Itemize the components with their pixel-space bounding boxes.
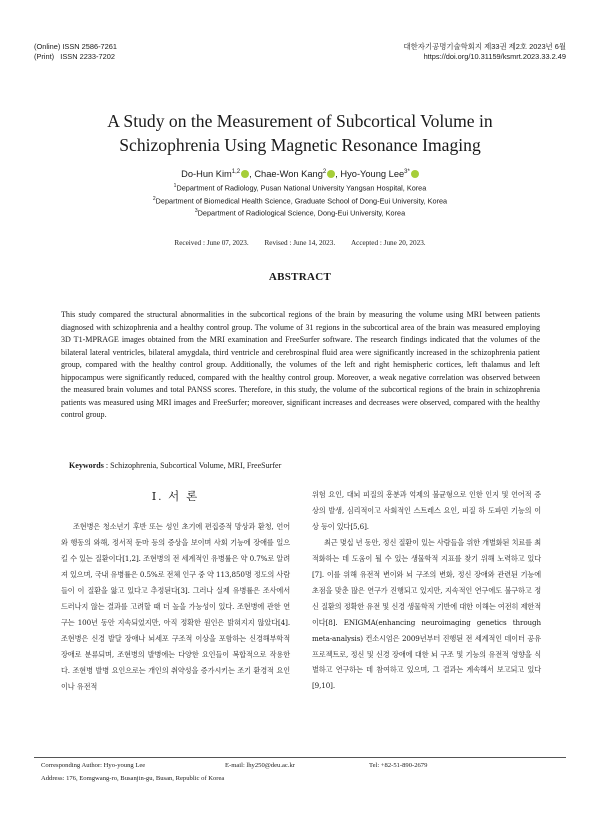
affiliation-sup: 3 [194,208,198,215]
affiliation [40,194,560,207]
journal-info-block [404,42,566,62]
keywords [69,461,281,470]
footer-divider [34,757,566,758]
author-name: Do-Hun Kim [181,169,232,180]
submission-dates [40,239,560,247]
paragraph: 위험 요인, 대뇌 피질의 흥분과 억제의 불균형으로 인한 인지 및 언어적 증상의 발생, 심리적이고 사회적인 스트레스 요인, 피질 하 도파민 기능의 이상 등이 있다[5,6]. [312,490,541,531]
author-email[interactable]: E-mail: lhy250@deu.ac.kr [225,762,295,769]
issn-print: (Print) ISSN 2233-7202 [34,52,115,61]
keywords-label: Keywords [69,461,104,470]
affiliation-text: Department of Radiological Science, Dong-Eui University, Korea [197,208,406,218]
abstract-heading: ABSTRACT [268,271,332,283]
paper-title [40,109,560,157]
revised-date: Revised : June 14, 2023. [264,239,336,247]
paragraph: 최근 몇십 년 동안, 정신 질환이 있는 사람들을 위한 개별화된 치료를 최적화하는 데 도움이 될 수 있는 생물학적 지표를 찾기 위해 노력하고 있다[7]. 이를 위해 유전적 변이와 뇌 구조의 변화, 정신 장애와 관련된 기능에 초점을 맞춘 많은 연구가 진행되고 있지만, 지속적인 연구에도 불구하고 정신 질환의 정확한 유전 및 신경 생물학적 기반에 대한 이해는 여전히 제한적이다[8]. ENIGMA(enhancing neuroimaging genetics through meta-analysis) 컨소시엄은 2009년부터 진행된 전 세계적인 데이터 공유 프로젝트로, 정신 및 신경 장애에 대한 뇌 구조 및 기능의 유전적 영향을 식별하고 연구하는 데 참여하고 있으며, 그 결과는 계속해서 보고되고 있다[9,10]. [312,537,541,691]
affiliation [40,206,560,219]
abstract-text: This study compared the structural abnormalities in the subcortical regions of the brain by measuring the volume using MRI between patients diagnosed with schizophrenia and a healthy control group. The volume of 31 regions in the subcortical area of the brain was measured employing 3D T1-MPRAGE images obtained from the MRI examination and FreeSurfer software. The research findings indicated that the volumes of the bilateral lateral ventricles, bilateral amygdala, third ventricle and cerebrospinal fluid area were significantly increased in the schizophrenia patient group, compared with the healthy control group. Additionally, the volumes of the left and right hemispheric cortices, left thalamus and left hippocampus were significantly reduced, compared with the healthy control group. Moreover, a weak negative correlation was observed between the measured brain volumes and total PANSS scores. Therefore, in this study, the volume of the subcortical regions of the brain in schizophrenia patients was measured using MRI images and FreeSurfer; moreover, significant increases and decreases were observed, compared with the healthy control group. [61,310,540,420]
body-column-right [312,487,541,694]
body-column-left [61,519,290,694]
affiliation-sup: 1 [173,183,177,189]
affiliation [40,181,560,194]
affiliation-text: Department of Radiology, Pusan National University Yangsan Hospital, Korea [176,183,427,193]
corresponding-author: Corresponding Author: Hyo-young Lee [41,762,146,769]
affiliation-sup: 2 [152,195,156,202]
author-address: Address: 176, Eomgwang-ro, Busanjin-gu, Busan, Republic of Korea [41,775,225,782]
author-tel: Tel: +82-51-890-2679 [369,762,428,769]
affiliation-text: Department of Biomedical Health Science, Graduate School of Dong-Eui University, Korea [155,196,448,206]
paragraph: 조현병은 청소년기 후반 또는 성인 초기에 편집증적 망상과 환청, 언어와 행동의 와해, 정서적 둔마 등의 증상을 보이며 사회 기능에 장애를 일으킬 수 있는 질환이다[1,2]. 조현병의 전 세계적인 유병률은 약 0.7%로 알려져 있으며, 국내 유병률은 0.5%로 전체 인구 중 약 113,850명 정도의 사람들이 이 질환을 앓고 있다고 추정된다[3]. 그러나 실제 유병률은 조사에서 드러나지 않는 결과를 고려할 때 더 높을 가능성이 있다. 조현병에 관한 연구는 100년 동안 지속되었지만, 아직 정확한 원인은 밝혀지지 않았다[4]. 조현병은 신경 발달 장애나 뇌세포 구조적 이상을 포함하는 신경해부학적 장애로 분류되며, 조현병의 발병에는 다양한 요인들이 복합적으로 작용한다. 조현병 발병 요인으로는 개인의 취약성을 증가시키는 조기 환경적 요인이나 유전적 [61,522,290,691]
issn-online: (Online) ISSN 2586-7261 [34,42,117,51]
author-affil-sup: 3* [404,169,410,175]
author-affil-sup: 1,2 [231,169,241,175]
author-name: Hyo-Young Lee [340,169,405,180]
journal-issn-block [34,42,117,62]
author-list: Do-Hun Kim$^{1,2}$ , Chae-Won Kang$^2$ , Hyo-Young Lee$^{3*}$ [40,166,560,181]
affiliation-list [40,181,560,219]
accepted-date: Accepted : June 20, 2023. [350,239,426,247]
author-affil-sup: 2 [322,169,327,175]
received-date: Received : June 07, 2023. [174,239,249,247]
orcid-icon[interactable] [411,170,419,178]
author-name: Chae-Won Kang [254,169,323,180]
doi-link[interactable]: https://doi.org/10.31159/ksmrt.2023.33.2.49 [423,52,566,61]
section-heading-introduction: Ⅰ. 서 론 [151,491,200,503]
title-line-1: A Study on the Measurement of Subcortical Volume in [107,111,493,131]
orcid-icon[interactable] [327,170,335,178]
keywords-text: : Schizophrenia, Subcortical Volume, MRI, FreeSurfer [103,461,282,470]
title-line-2: Schizophrenia Using Magnetic Resonance Imaging [119,135,481,155]
orcid-icon[interactable] [241,170,249,178]
journal-name: 대한자기공명기술학회지 제33권 제2호 2023년 6월 [403,42,566,51]
